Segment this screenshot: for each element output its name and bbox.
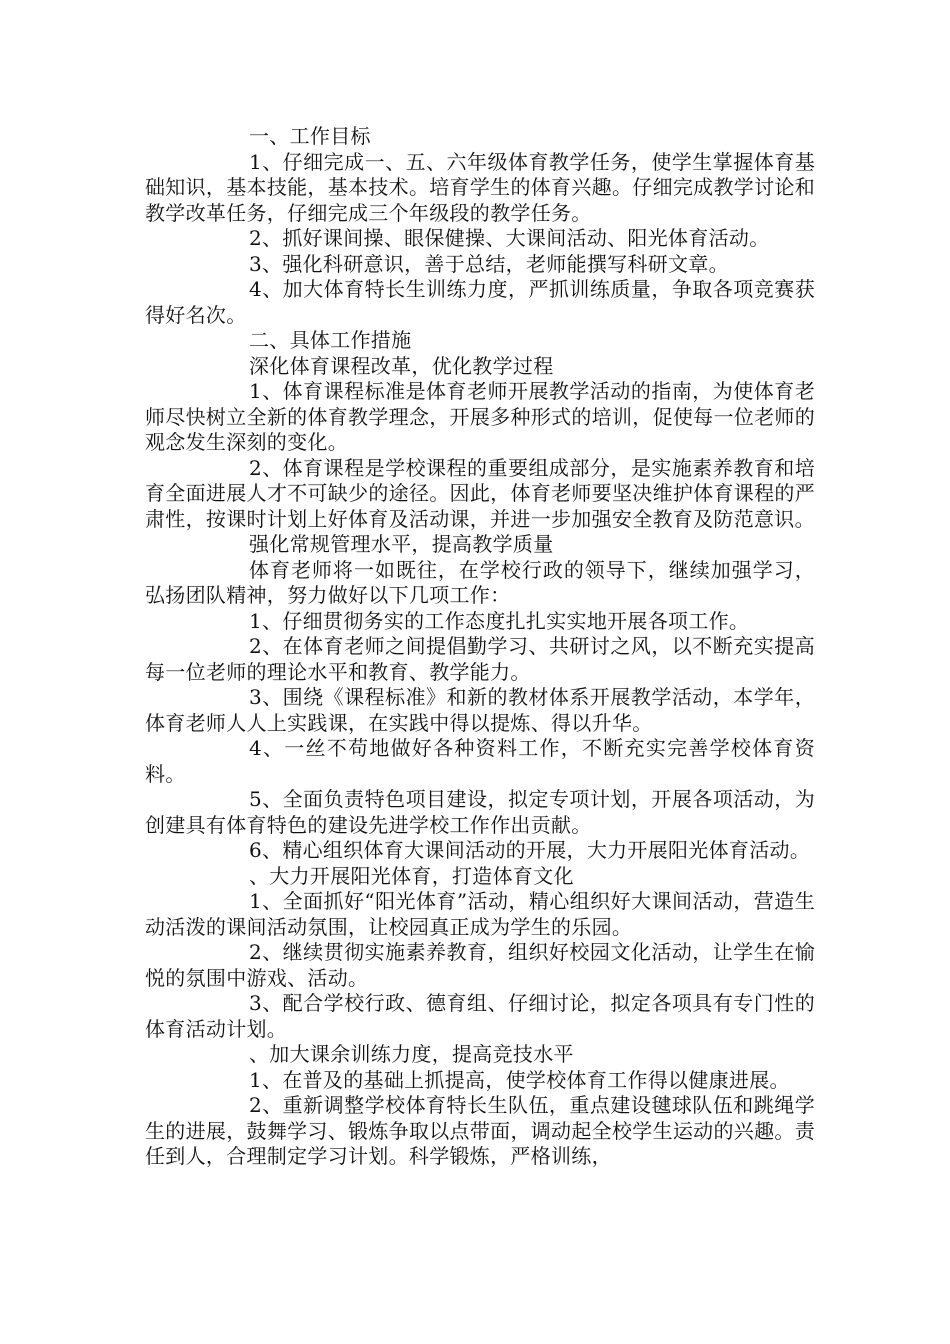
paragraph: 2、体育课程是学校课程的重要组成部分，是实施素养教育和培育全面进展人才不可缺少的途径。因此，体育老师要坚决维护体育课程的严肃性，按课时计划上好体育及活动课，并进一步加强安全教育及防范意识。 bbox=[145, 455, 815, 531]
paragraph: 1、在普及的基础上抓提高，使学校体育工作得以健康进展。 bbox=[249, 1067, 790, 1092]
paragraph: 3、围绕《课程标准》和新的教材体系开展教学活动，本学年，体育老师人人上实践课，在实践中得以提炼、得以升华。 bbox=[145, 685, 815, 735]
paragraph: 2、继续贯彻实施素养教育，组织好校园文化活动，让学生在愉悦的氛围中游戏、活动。 bbox=[145, 940, 815, 990]
paragraph: 1、全面抓好“阳光体育”活动，精心组织好大课间活动，营造生动活泼的课间活动氛围，让校园真正成为学生的乐园。 bbox=[145, 889, 815, 939]
paragraph: 体育老师将一如既往，在学校行政的领导下，继续加强学习，弘扬团队精神，努力做好以下几项工作： bbox=[145, 557, 815, 607]
subheading: 、大力开展阳光体育，打造体育文化 bbox=[249, 863, 574, 888]
subheading: 深化体育课程改革，优化教学过程 bbox=[249, 353, 554, 378]
paragraph: 5、全面负责特色项目建设，拟定专项计划，开展各项活动，为创建具有体育特色的建设先进学校工作作出贡献。 bbox=[145, 787, 815, 837]
paragraph: 1、仔细贯彻务实的工作态度扎扎实实地开展各项工作。 bbox=[249, 608, 750, 633]
paragraph: 1、体育课程标准是体育老师开展教学活动的指南，为使体育老师尽快树立全新的体育教学理念，开展多种形式的培训，促使每一位老师的观念发生深刻的变化。 bbox=[145, 379, 815, 454]
paragraph: 3、配合学校行政、德育组、仔细讨论，拟定各项具有专门性的体育活动计划。 bbox=[145, 991, 815, 1041]
paragraph: 1、仔细完成一、五、六年级体育教学任务，使学生掌握体育基础知识，基本技能，基本技术。培育学生的体育兴趣。仔细完成教学讨论和教学改革任务，仔细完成三个年级段的教学任务。 bbox=[145, 149, 815, 225]
paragraph: 4、加大体育特长生训练力度，严抓训练质量，争取各项竞赛获得好名次。 bbox=[145, 277, 815, 327]
subheading: 、加大课余训练力度，提高竞技水平 bbox=[249, 1042, 574, 1066]
heading-work-goals: 一、工作目标 bbox=[249, 124, 371, 148]
heading-specific-measures: 二、具体工作措施 bbox=[249, 328, 412, 352]
subheading: 强化常规管理水平，提高教学质量 bbox=[249, 532, 554, 556]
paragraph: 2、在体育老师之间提倡勤学习、共研讨之风，以不断充实提高每一位老师的理论水平和教育、教学能力。 bbox=[145, 634, 815, 684]
paragraph: 3、强化科研意识，善于总结，老师能撰写科研文章。 bbox=[249, 251, 729, 276]
paragraph: 6、精心组织体育大课间活动的开展，大力开展阳光体育活动。 bbox=[249, 838, 811, 862]
paragraph: 2、重新调整学校体育特长生队伍，重点建设毽球队伍和跳绳学生的进展，鼓舞学习、锻炼争取以点带面，调动起全校学生运动的兴趣。责任到人，合理制定学习计划。科学锻炼，严格训练， bbox=[145, 1093, 815, 1168]
paragraph: 4、一丝不苟地做好各种资料工作，不断充实完善学校体育资料。 bbox=[145, 736, 815, 786]
document-body bbox=[145, 124, 815, 1170]
paragraph: 2、抓好课间操、眼保健操、大课间活动、阳光体育活动。 bbox=[249, 226, 770, 250]
